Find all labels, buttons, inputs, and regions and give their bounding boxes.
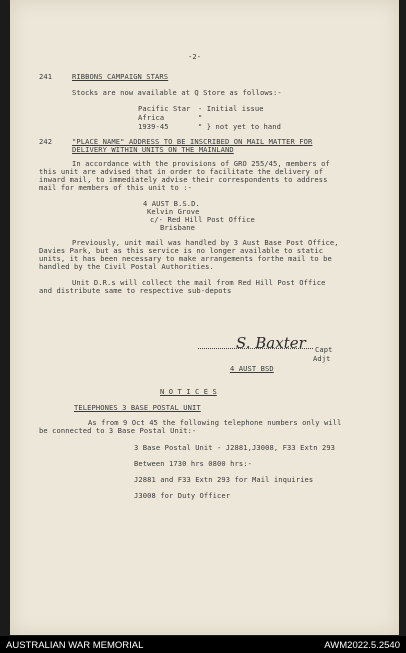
paragraph-line: Davies Park, but as this service is no longer available to static — [39, 246, 324, 255]
medal-item-name: 1939-45 — [138, 122, 169, 131]
medal-item-note: " — [198, 113, 203, 122]
address-line: 4 AUST B.S.D. — [143, 199, 200, 208]
notices-paragraph-line: be connected to 3 Base Postal Unit:- — [39, 426, 197, 435]
section-242-heading-line2: DELIVERY WITHIN UNITS ON THE MAINLAND — [72, 145, 234, 154]
paragraph-line: this unit are advised that in order to facilitate the delivery of — [39, 167, 324, 176]
medal-item-note: " } not yet to hand — [198, 122, 282, 131]
paragraph-line: units, it has been necessary to make arrangements forthe mail to be — [39, 254, 332, 263]
section-242-number: 242 — [39, 137, 53, 146]
section-241-heading: RIBBONS CAMPAIGN STARS — [72, 72, 169, 81]
paragraph-line: In accordance with the provisions of GRO 255/45, members of — [72, 159, 330, 168]
telephone-line: 3 Base Postal Unit - J2881,J3008, F33 Extn 293 — [134, 443, 336, 452]
notices-heading: N O T I C E S — [160, 387, 217, 396]
address-line: c/- Red Hill Post Office — [150, 215, 255, 224]
paragraph-line: and distribute same to respective sub-depots — [39, 286, 232, 295]
archive-footer-bar — [0, 636, 406, 653]
telephone-line: J2881 and F33 Extn 293 for Mail inquiries — [134, 475, 314, 484]
telephone-line: J3008 for Duty Officer — [134, 491, 231, 500]
paragraph-line: Previously, unit mail was handled by 3 Aust Base Post Office, — [72, 238, 339, 247]
paragraph-line: Unit D.R.s will collect the mail from Red Hill Post Office — [72, 278, 326, 287]
address-line: Brisbane — [160, 223, 195, 232]
paragraph-line: handled by the Civil Postal Authorities. — [39, 262, 214, 271]
address-line: Kelvin Grove — [147, 207, 200, 216]
signature-role: Adjt — [313, 354, 331, 363]
telephone-line: Between 1730 hrs 0800 hrs:- — [134, 459, 253, 468]
page-number: -2- — [188, 52, 202, 61]
medal-item-name: Africa — [138, 113, 165, 122]
section-241-number: 241 — [39, 72, 53, 81]
section-242-heading-line1: "PLACE NAME" ADDRESS TO BE INSCRIBED ON MAIL MATTER FOR — [72, 137, 313, 146]
footer-institution-label: AUSTRALIAN WAR MEMORIAL — [6, 640, 144, 651]
paragraph-line: inward mail, to immediately advise their correspondents to address — [39, 175, 328, 184]
footer-accession-number: AWM2022.5.2540 — [324, 640, 400, 651]
medal-item-name: Pacific Star — [138, 104, 191, 113]
section-241-intro: Stocks are now available at Q Store as follows:- — [72, 88, 282, 97]
document-page — [10, 0, 399, 635]
signature-rank: Capt — [315, 345, 333, 354]
notices-subheading: TELEPHONES 3 BASE POSTAL UNIT — [74, 403, 201, 412]
signature-line — [198, 348, 313, 349]
medal-item-note: - Initial issue — [198, 104, 264, 113]
signature-unit: 4 AUST BSD — [230, 364, 274, 373]
paragraph-line: mail for members of this unit to :- — [39, 183, 192, 192]
notices-paragraph-line: As from 9 Oct 45 the following telephone numbers only will — [88, 418, 342, 427]
handwritten-signature: S. Baxter — [236, 334, 306, 352]
